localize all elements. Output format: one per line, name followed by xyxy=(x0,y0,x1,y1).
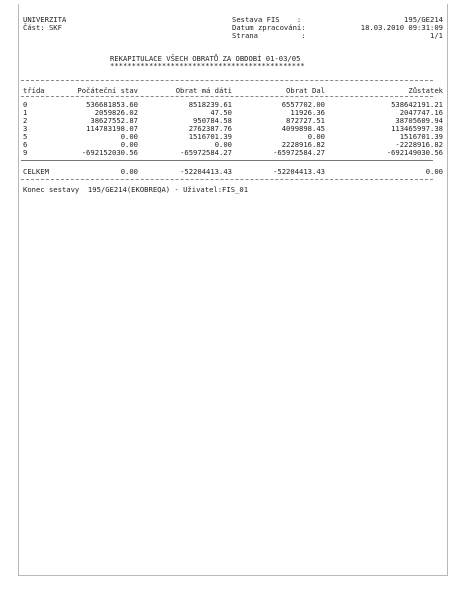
report-title: REKAPITULACE VŠECH OBRATŮ ZA OBDOBÍ 01-03/05 xyxy=(110,54,301,63)
org-name: UNIVERZITA xyxy=(23,15,67,24)
cell-balance: 38705609.94 xyxy=(395,116,443,125)
date-label: Datum zpracování: xyxy=(232,23,306,32)
cell-opening: 114783198.07 xyxy=(86,124,138,133)
cell-credit: 6557702.00 xyxy=(281,100,325,109)
total-opening: 0.00 xyxy=(120,167,138,176)
cell-balance: -692149030.56 xyxy=(386,148,443,157)
cell-class: 3 xyxy=(23,124,28,133)
cell-debit: 2762387.76 xyxy=(188,124,232,133)
cell-credit: -65972584.27 xyxy=(273,148,325,157)
cell-debit: -65972584.27 xyxy=(180,148,232,157)
cell-class: 6 xyxy=(23,140,28,149)
cell-opening: -692152030.56 xyxy=(81,148,138,157)
total-balance: 0.00 xyxy=(425,167,443,176)
cell-debit: 950784.58 xyxy=(193,116,232,125)
page-label: Strana : xyxy=(232,31,306,40)
col-header-opening: Počáteční stav xyxy=(77,86,138,95)
cell-credit: 872727.51 xyxy=(286,116,325,125)
col-header-credit: Obrat Dal xyxy=(286,86,325,95)
cell-credit: 0.00 xyxy=(307,132,325,141)
cell-opening: 38627552.87 xyxy=(90,116,138,125)
part-label: Část: SKF xyxy=(23,23,62,32)
report-id: 195/GE214 xyxy=(404,15,443,24)
cell-balance: 113465997.38 xyxy=(391,124,443,133)
report-label: Sestava FIS : xyxy=(232,15,302,24)
cell-balance: -2228916.82 xyxy=(395,140,443,149)
col-header-balance: Zůstatek xyxy=(408,86,443,95)
cell-opening: 0.00 xyxy=(120,132,138,141)
cell-balance: 1516701.39 xyxy=(399,132,443,141)
cell-opening: 0.00 xyxy=(120,140,138,149)
cell-class: 5 xyxy=(23,132,28,141)
cell-class: 1 xyxy=(23,108,28,117)
total-credit: -52204413.43 xyxy=(273,167,325,176)
cell-credit: 4099898.45 xyxy=(281,124,325,133)
col-header-class: třída xyxy=(23,86,45,95)
cell-debit: 47.50 xyxy=(210,108,232,117)
cell-opening: 2059826.02 xyxy=(94,108,138,117)
cell-credit: 2228916.82 xyxy=(281,140,325,149)
cell-balance: 538642191.21 xyxy=(391,100,443,109)
page-number: 1/1 xyxy=(430,31,443,40)
cell-credit: 11926.36 xyxy=(290,108,325,117)
top-rule xyxy=(21,80,433,81)
cell-debit: 8518239.61 xyxy=(188,100,232,109)
cell-class: 9 xyxy=(23,148,28,157)
title-underline: ********************************************* xyxy=(110,61,305,70)
cell-balance: 2047747.16 xyxy=(399,108,443,117)
cell-class: 2 xyxy=(23,116,28,125)
cell-debit: 0.00 xyxy=(214,140,232,149)
total-label: CELKEM xyxy=(23,167,49,176)
total-debit: -52204413.43 xyxy=(180,167,232,176)
header-rule xyxy=(21,96,433,97)
cell-class: 0 xyxy=(23,100,28,109)
cell-opening: 536681853.60 xyxy=(86,100,138,109)
processing-date: 18.03.2010 09:31:09 xyxy=(360,23,443,32)
bottom-rule xyxy=(21,179,433,180)
total-rule xyxy=(21,160,433,161)
col-header-debit: Obrat má dáti xyxy=(175,86,232,95)
cell-debit: 1516701.39 xyxy=(188,132,232,141)
report-footer: Konec sestavy 195/GE214(EKOBREQA) - Uživatel:FIS_01 xyxy=(23,185,249,194)
